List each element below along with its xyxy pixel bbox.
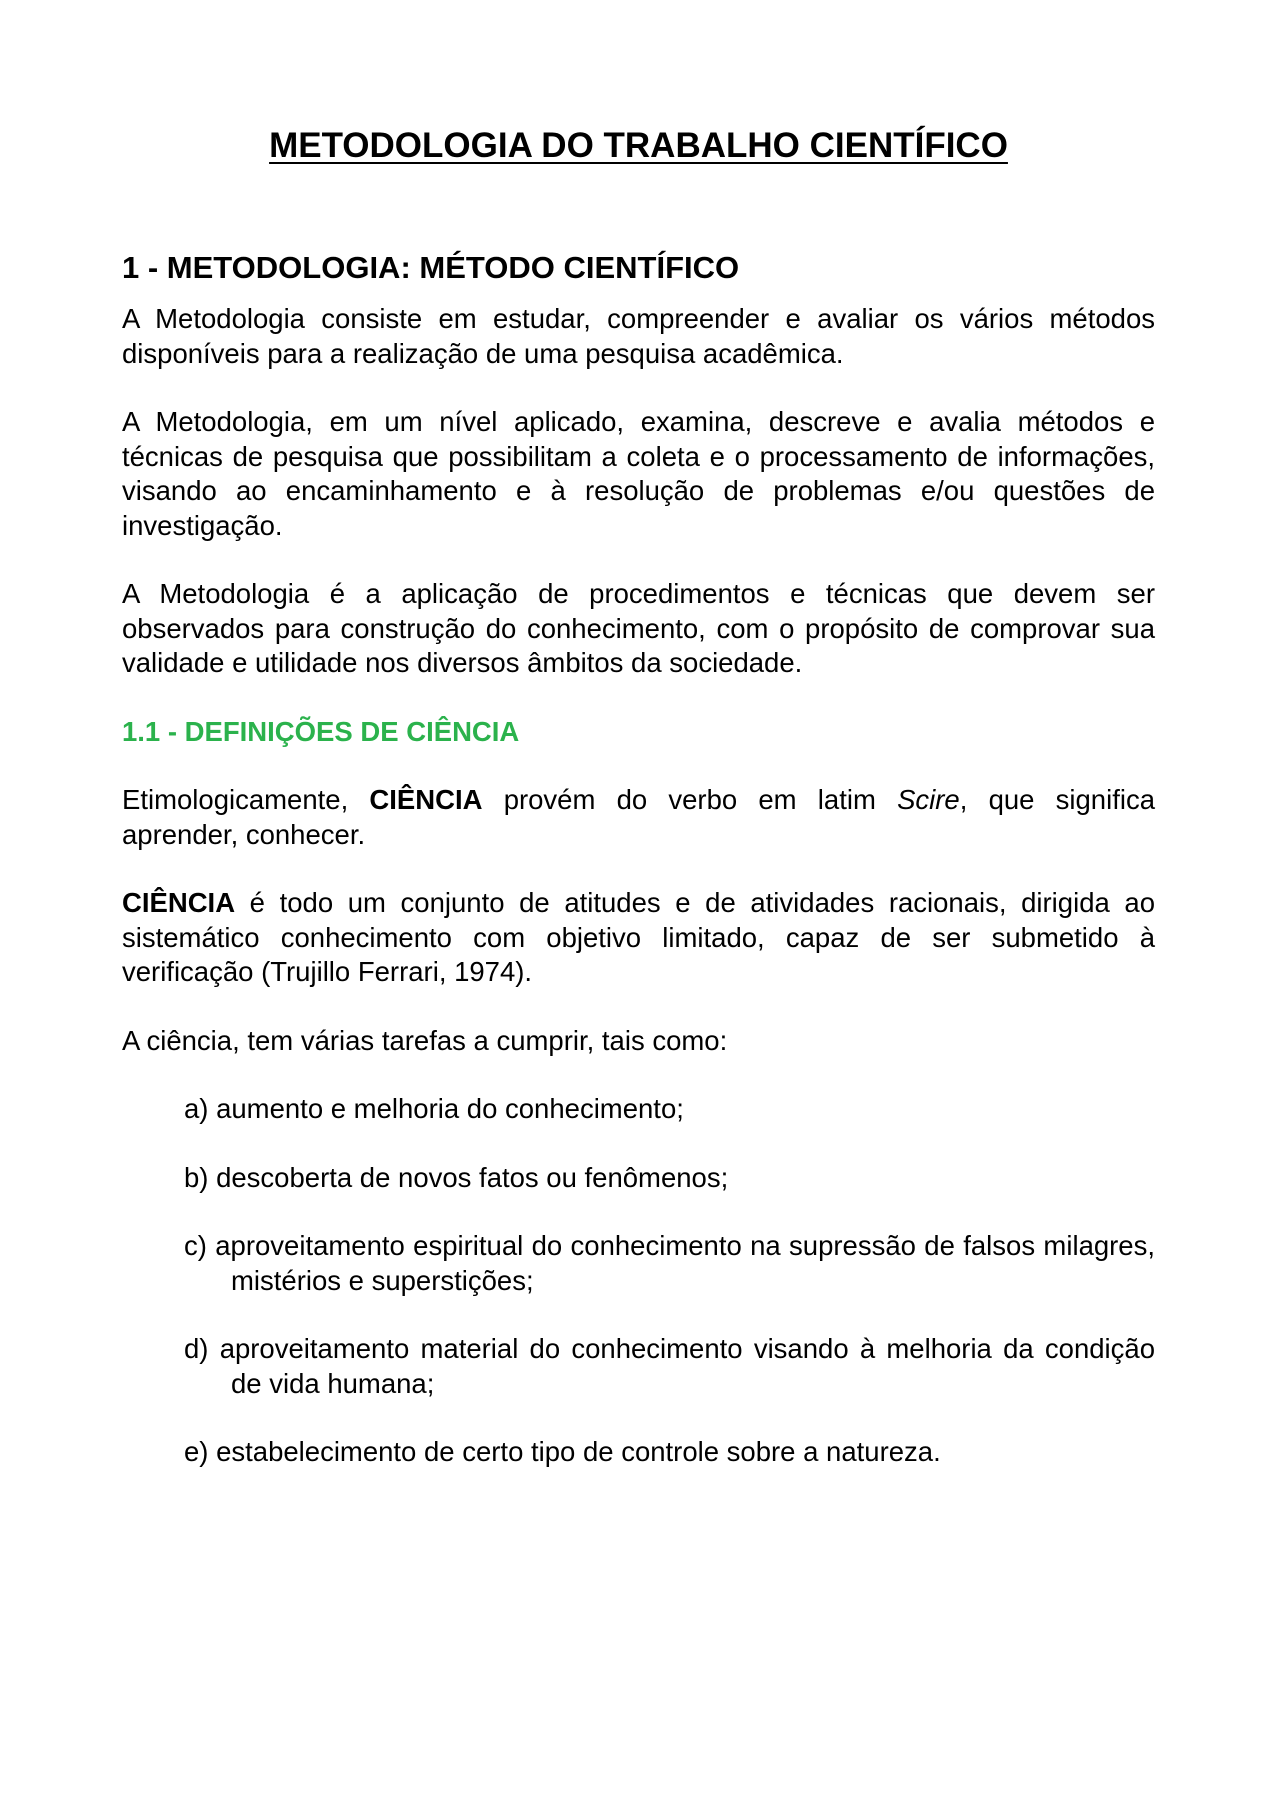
paragraph-etymology [122,783,1155,852]
tasks-list [122,1092,1155,1470]
tasks-intro: A ciência, tem várias tarefas a cumprir, tais como: [122,1024,728,1056]
section-heading: 1 - METODOLOGIA: MÉTODO CIENTÍFICO [122,250,740,285]
list-item: d) aproveitamento material do conhecimento visando à melhoria da condição de vida humana; [184,1333,1155,1399]
list-item: e) estabelecimento de certo tipo de controle sobre a natureza. [184,1436,941,1467]
list-item: c) aproveitamento espiritual do conhecimento na supressão de falsos milagres, mistérios e superstições; [184,1230,1155,1296]
definition-term: CIÊNCIA [122,887,236,918]
paragraph-metodologia-2: A Metodologia, em um nível aplicado, examina, descreve e avalia métodos e técnicas de pesquisa que possibilitam a coleta e o processamento de informações, visando ao encaminhamento e à resolução de problemas e/ou questões de investigação. [122,406,1155,541]
paragraph-metodologia-1: A Metodologia consiste em estudar, compreender e avaliar os vários métodos disponíveis para a realização de uma pesquisa acadêmica. [122,303,1155,369]
list-item: b) descoberta de novos fatos ou fenômenos; [184,1161,729,1193]
etymology-middle: provém do verbo em latim [482,784,898,815]
document-title: METODOLOGIA DO TRABALHO CIENTÍFICO [269,126,1008,165]
latin-word: Scire [897,784,960,815]
list-item: a) aumento e melhoria do conhecimento; [184,1093,684,1124]
paragraph-definition [122,886,1155,990]
etymology-suffix: , que significa aprender, conhecer. [122,784,1156,850]
etymology-prefix: Etimologicamente, [122,784,370,815]
paragraph-metodologia-3: A Metodologia é a aplicação de procedimentos e técnicas que devem ser observados para construção do conhecimento, com o propósito de comprovar sua validade e utilidade nos diversos âmbitos da sociedade. [122,578,1155,678]
subsection-heading: 1.1 - DEFINIÇÕES DE CIÊNCIA [122,715,520,747]
definition-text: é todo um conjunto de atitudes e de atividades racionais, dirigida ao sistemático conhecimento com objetivo limitado, capaz de ser submetido à verificação (Trujillo Ferrari, 1974). [122,887,1155,987]
etymology-term: CIÊNCIA [369,784,483,815]
